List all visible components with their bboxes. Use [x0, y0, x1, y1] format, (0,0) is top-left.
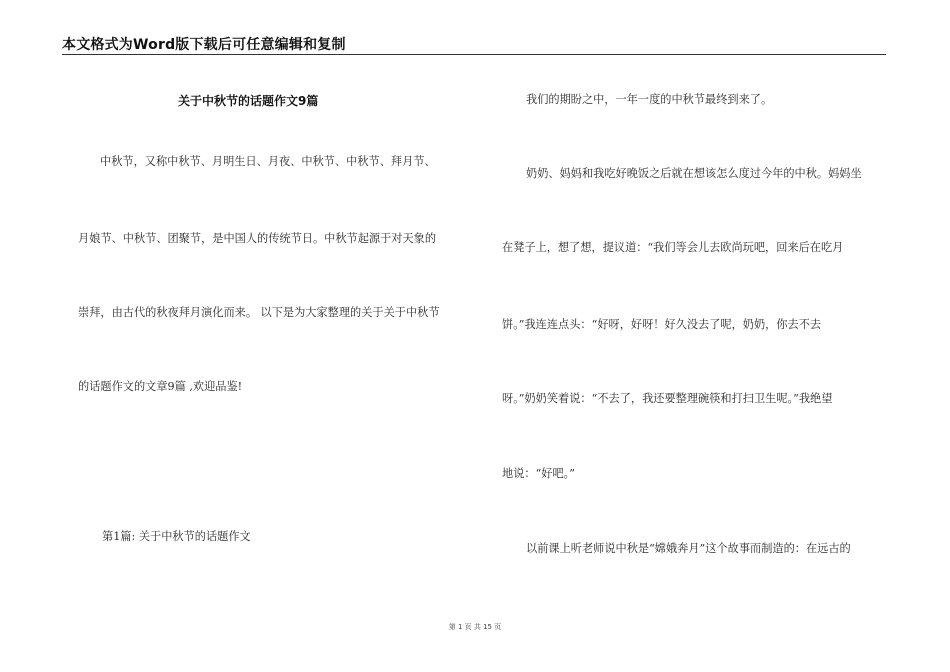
paragraph-line: 呀。”奶奶笑着说：“不去了，我还要整理碗筷和打扫卫生呢。”我绝望	[502, 392, 833, 405]
paragraph-line: 饼。”我连连点头：“好呀，好呀！好久没去了呢，奶奶，你去不去	[502, 318, 822, 331]
paragraph-line: 在凳子上，想了想，提议道：“我们等会儿去欧尚玩吧，回来后在吃月	[502, 241, 844, 254]
document-banner: 本文格式为Word版下载后可任意编辑和复制	[62, 37, 346, 53]
page-number: 第 1 页 共 15 页	[448, 623, 502, 631]
paragraph-line: 地说：“好吧。”	[502, 467, 575, 480]
paragraph-line: 崇拜，由古代的秋夜拜月演化而来。 以下是为大家整理的关于关于中秋节	[78, 306, 440, 319]
paragraph-line: 奶奶、妈妈和我吃好晚饭之后就在想该怎么度过今年的中秋。妈妈坐	[526, 167, 862, 180]
paragraph-line: 的话题作文的文章9篇 ,欢迎品鉴!	[78, 380, 243, 393]
section-heading: 第1篇: 关于中秋节的话题作文	[102, 530, 251, 543]
article-title: 关于中秋节的话题作文9篇	[178, 94, 319, 108]
paragraph-line: 我们的期盼之中，一年一度的中秋节最终到来了。	[526, 93, 773, 106]
paragraph-line: 以前课上听老师说中秋是“嫦娥奔月”这个故事而制造的：在远古的	[526, 542, 851, 555]
paragraph-line: 中秋节，又称中秋节、月明生日、月夜、中秋节、中秋节、拜月节、	[100, 155, 436, 168]
header-divider	[62, 54, 886, 55]
paragraph-line: 月娘节、中秋节、团聚节，是中国人的传统节日。中秋节起源于对天象的	[78, 232, 437, 245]
